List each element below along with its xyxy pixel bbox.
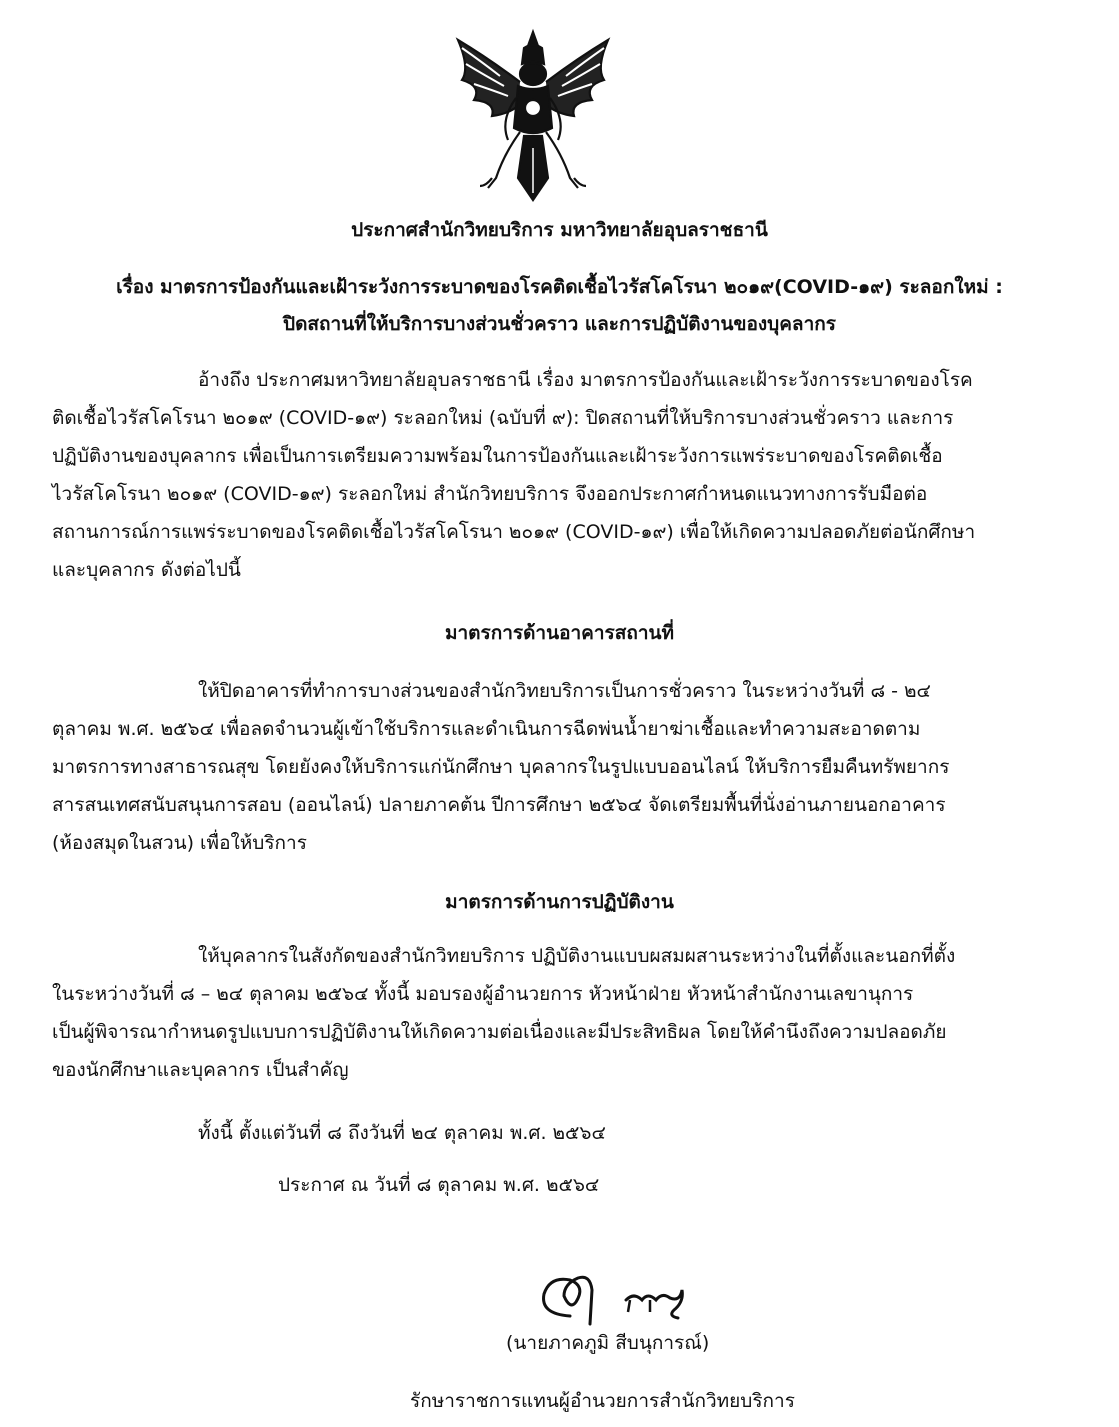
building-line: มาตรการทางสาธารณสุข โดยยังคงให้บริการแก่นักศึกษา บุคลากรในรูปแบบออนไลน์ ให้บริการยืมคืนทรัพยากร: [52, 756, 950, 778]
intro-line: และบุคลากร ดังต่อไปนี้: [52, 559, 241, 581]
intro-line: อ้างถึง ประกาศมหาวิทยาลัยอุบลราชธานี เรื่อง มาตรการป้องกันและเฝ้าระวังการระบาดของโรค: [198, 369, 973, 391]
effective-period: ทั้งนี้ ตั้งแต่วันที่ ๘ ถึงวันที่ ๒๔ ตุลาคม พ.ศ. ๒๕๖๔: [198, 1122, 606, 1144]
building-line: สารสนเทศสนับสนุนการสอบ (ออนไลน์) ปลายภาคต้น ปีการศึกษา ๒๕๖๔ จัดเตรียมพื้นที่นั่งอ่านภายนอกอาคาร: [52, 794, 946, 816]
section-heading-building: มาตรการด้านอาคารสถานที่: [444, 622, 675, 644]
work-line: เป็นผู้พิจารณากำหนดรูปแบบการปฏิบัติงานให้เกิดความต่อเนื่องและมีประสิทธิผล โดยให้คำนึงถึงความปลอดภัย: [52, 1021, 947, 1043]
subject-line-1: เรื่อง มาตรการป้องกันและเฝ้าระวังการระบาดของโรคติดเชื้อไวรัสโคโรนา ๒๐๑๙(COVID-๑๙) ระลอกใหม่ :: [116, 276, 1003, 298]
issuer-title: ประกาศสำนักวิทยบริการ มหาวิทยาลัยอุบลราชธานี: [351, 219, 768, 241]
intro-line: ไวรัสโคโรนา ๒๐๑๙ (COVID-๑๙) ระลอกใหม่ สำนักวิทยบริการ จึงออกประกาศกำหนดแนวทางการรับมือต่อ: [52, 483, 928, 505]
signature-icon: [530, 1266, 710, 1326]
signatory-position: รักษาราชการแทนผู้อำนวยการสำนักวิทยบริการ: [410, 1390, 795, 1412]
intro-line: ปฏิบัติงานของบุคลากร เพื่อเป็นการเตรียมความพร้อมในการป้องกันและเฝ้าระวังการแพร่ระบาดของโรคติดเชื้อ: [52, 445, 943, 467]
work-line: ในระหว่างวันที่ ๘ – ๒๔ ตุลาคม ๒๕๖๔ ทั้งนี้ มอบรองผู้อำนวยการ หัวหน้าฝ่าย หัวหน้าสำนักงานเลขานุการ: [52, 983, 914, 1005]
signatory-name: (นายภาคภูมิ สีบนุการณ์): [506, 1332, 710, 1354]
building-line: (ห้องสมุดในสวน) เพื่อให้บริการ: [52, 832, 307, 854]
building-line: ตุลาคม พ.ศ. ๒๕๖๔ เพื่อลดจำนวนผู้เข้าใช้บริการและดำเนินการฉีดพ่นน้ำยาฆ่าเชื้อและทำความสะอาดตาม: [52, 718, 921, 740]
work-line: ให้บุคลากรในสังกัดของสำนักวิทยบริการ ปฏิบัติงานแบบผสมผสานระหว่างในที่ตั้งและนอกที่ตั้ง: [198, 945, 956, 967]
announcement-date: ประกาศ ณ วันที่ ๘ ตุลาคม พ.ศ. ๒๕๖๔: [278, 1174, 600, 1196]
building-line: ให้ปิดอาคารที่ทำการบางส่วนของสำนักวิทยบริการเป็นการชั่วคราว ในระหว่างวันที่ ๘ - ๒๔: [198, 680, 931, 702]
subject-line-2: ปิดสถานที่ให้บริการบางส่วนชั่วคราว และการปฏิบัติงานของบุคลากร: [283, 313, 836, 335]
work-line: ของนักศึกษาและบุคลากร เป็นสำคัญ: [52, 1059, 349, 1081]
section-heading-work: มาตรการด้านการปฏิบัติงาน: [445, 891, 674, 913]
intro-line: สถานการณ์การแพร่ระบาดของโรคติดเชื้อไวรัสโคโรนา ๒๐๑๙ (COVID-๑๙) เพื่อให้เกิดความปลอดภัยต่อนักศึกษา: [52, 521, 976, 543]
intro-line: ติดเชื้อไวรัสโคโรนา ๒๐๑๙ (COVID-๑๙) ระลอกใหม่ (ฉบับที่ ๙): ปิดสถานที่ให้บริการบางส่วนชั่วคราว และการ: [52, 407, 954, 429]
garuda-emblem-icon: [448, 28, 618, 208]
